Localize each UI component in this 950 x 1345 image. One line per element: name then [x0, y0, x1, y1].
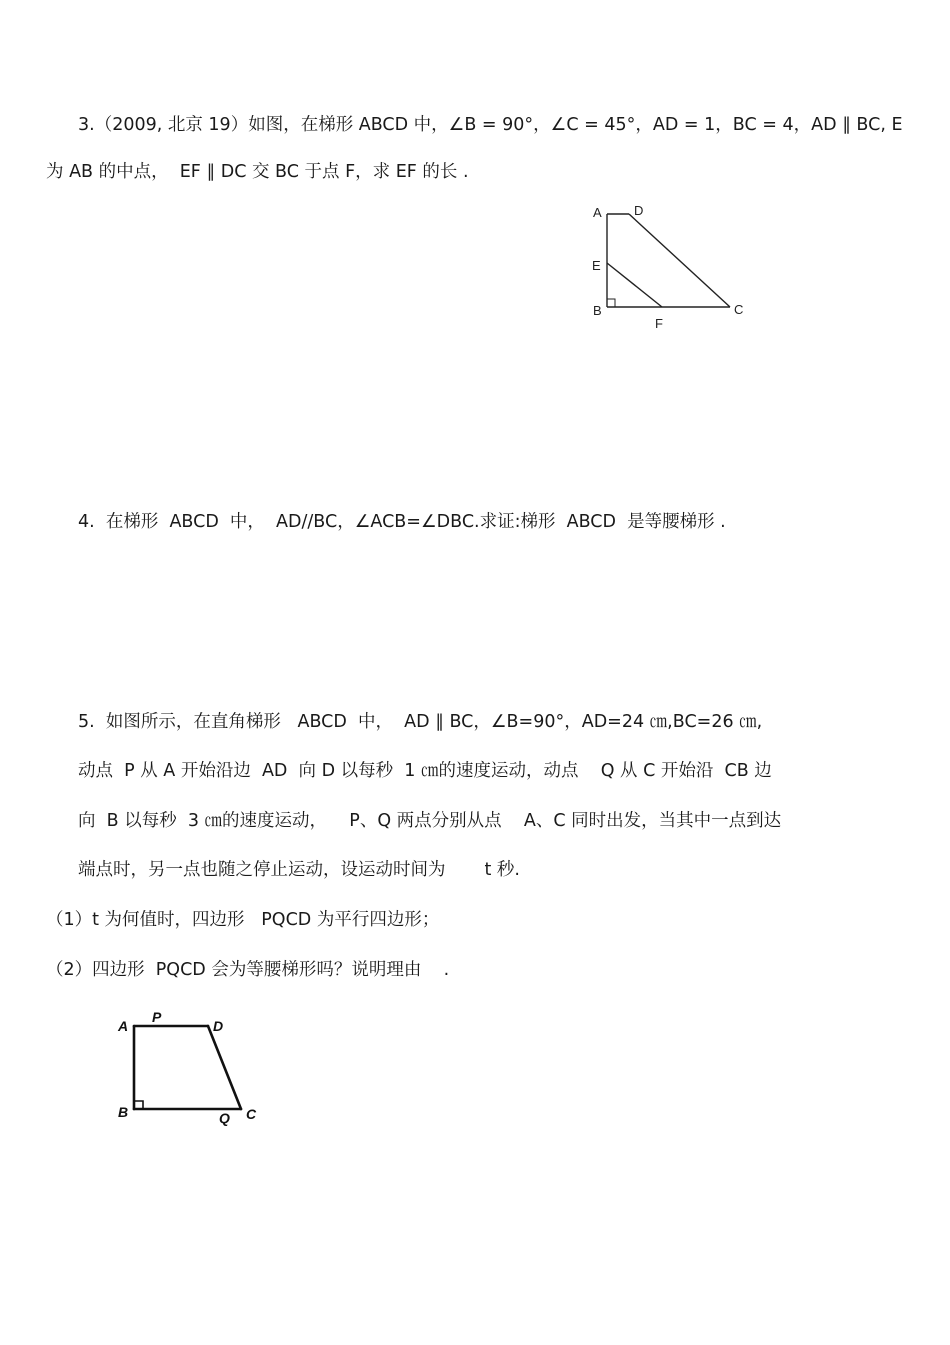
- label-b: B: [593, 303, 602, 318]
- label-f: F: [655, 316, 663, 331]
- segment-dc: [208, 1026, 241, 1109]
- problem5-question1: （1）t 为何值时，四边形 PQCD 为平行四边形；: [46, 910, 440, 930]
- label-a: A: [593, 205, 602, 220]
- label-c: C: [734, 302, 744, 317]
- problem5-line2: 动点 P 从 A 开始沿边 AD 向 D 以每秒 1 ㎝的速度运动，动点 Q 从 C 开始沿 CB 边: [78, 761, 772, 781]
- label-d: D: [634, 203, 644, 218]
- problem5-line3: 向 B 以每秒 3 ㎝的速度运动， P、Q 两点分别从点 A、C 同时出发，当其中一点到达: [78, 811, 782, 831]
- right-angle-mark: [607, 299, 615, 307]
- label-q: Q: [219, 1110, 230, 1126]
- label-d: D: [213, 1018, 224, 1034]
- label-a: A: [118, 1018, 129, 1034]
- problem5-line4: 端点时，另一点也随之停止运动，设运动时间为 t 秒.: [78, 860, 520, 880]
- problem3-line1: 3.（2009, 北京 19）如图，在梯形 ABCD 中，∠B = 90°，∠C = 45°，AD = 1，BC = 4，AD ∥ BC, E: [78, 115, 903, 135]
- problem5-question2: （2）四边形 PQCD 会为等腰梯形吗？说明理由 .: [46, 960, 450, 980]
- label-e: E: [592, 258, 601, 273]
- problem4-line1: 4. 在梯形 ABCD 中， AD//BC，∠ACB=∠DBC.求证:梯形 ABCD 是等腰梯形 .: [78, 512, 726, 532]
- label-b: B: [118, 1104, 129, 1120]
- problem5-right-trapezoid-figure: [110, 1005, 270, 1130]
- problem5-line1: 5. 如图所示，在直角梯形 ABCD 中， AD ∥ BC，∠B=90°，AD=24 ㎝,BC=26 ㎝,: [78, 712, 763, 732]
- label-c: C: [246, 1106, 257, 1122]
- label-p: P: [152, 1009, 162, 1025]
- problem3-line2: 为 AB 的中点， EF ∥ DC 交 BC 于点 F，求 EF 的长 .: [46, 162, 469, 182]
- problem3-trapezoid-figure: [585, 200, 755, 335]
